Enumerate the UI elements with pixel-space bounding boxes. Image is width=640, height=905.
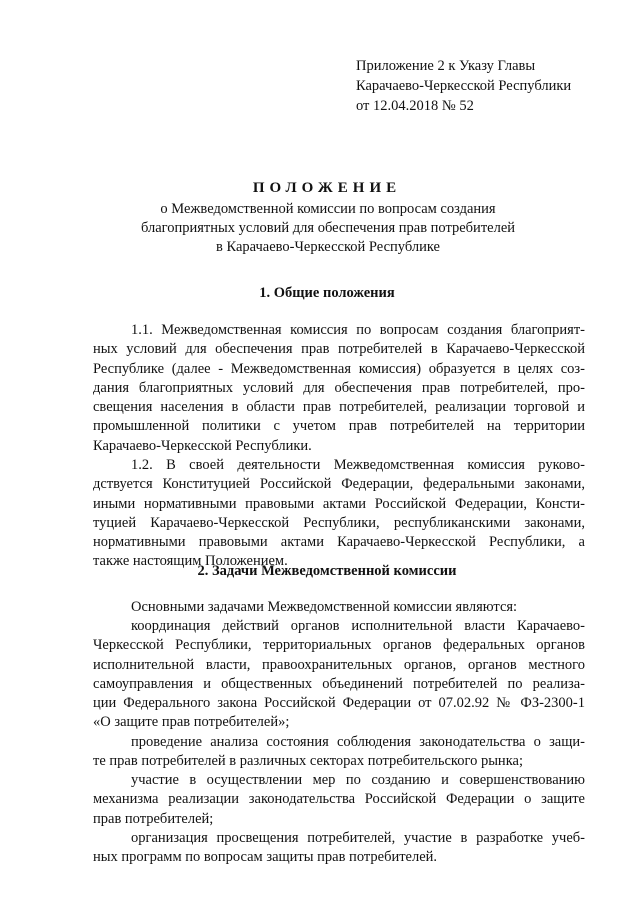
section-2-intro — [93, 598, 585, 617]
text-line: 1.1. Межведомственная комиссия по вопросам создания благоприят- — [131, 322, 585, 338]
text-line: те прав потребителей в различных секторах потребительского рынка; — [93, 753, 523, 770]
section-1-paragraph-2 — [93, 456, 585, 572]
appendix-line-2: Карачаево-Черкесской Республики — [356, 78, 572, 94]
text-line: прав потребителей; — [93, 810, 214, 827]
text-line: нормативными правовыми актами Карачаево-Черкесской Республики, а — [93, 534, 585, 551]
text-line: организация просвещения потребителей, участие в разработке учеб- — [131, 830, 585, 846]
document-subtitle — [0, 200, 640, 257]
text-line: промышленной политики с учетом прав потребителей на территории — [93, 418, 585, 435]
subtitle-line-3: в Карачаево-Черкесской Республике — [216, 239, 440, 255]
appendix-note — [356, 56, 571, 116]
text-line: «О защите прав потребителей»; — [93, 714, 290, 731]
section-2-item-2 — [93, 733, 585, 772]
text-line: исполнительной власти, правоохранительных органов, органов местного — [93, 656, 585, 673]
appendix-line-3: от 12.04.2018 № 52 — [356, 98, 474, 114]
section-2-item-3 — [93, 771, 585, 829]
text-line: 1.2. В своей деятельности Межведомственная комиссия руково- — [131, 457, 585, 473]
subtitle-line-2: благоприятных условий для обеспечения прав потребителей — [140, 220, 516, 236]
section-2-item-1 — [93, 617, 585, 733]
text-line: Черкесской Республики, территориальных органов федеральных органов — [93, 637, 585, 654]
text-line: Основными задачами Межведомственной комиссии являются: — [131, 599, 518, 615]
text-line: свещения населения в области прав потребителей, реализации торговой и — [93, 399, 585, 416]
text-line: самоуправления и общественных объединений потребителей по реализа- — [93, 675, 585, 692]
section-2-heading: 2. Задачи Межведомственной комиссии — [197, 563, 457, 579]
section-2-item-4 — [93, 829, 585, 868]
text-line: дания благоприятных условий для обеспечения прав потребителей, про- — [93, 379, 585, 396]
text-line: ции Федерального закона Российской Федерации от 07.02.92 № ФЗ-2300-1 — [93, 695, 585, 712]
text-line: Карачаево-Черкесской Республики. — [93, 437, 312, 454]
text-line: координация действий органов исполнительной власти Карачаево- — [131, 618, 585, 634]
subtitle-line-1: о Межведомственной комиссии по вопросам создания — [160, 201, 496, 217]
text-line: участие в осуществлении мер по созданию и совершенствованию — [131, 772, 585, 788]
text-line: иными нормативными правовыми актами Российской Федерации, Консти- — [93, 495, 585, 512]
section-1-paragraph-1 — [93, 321, 585, 456]
text-line: также настоящим Положением. — [93, 553, 288, 570]
text-line: дствуется Конституцией Российской Федерации, федеральными законами, — [93, 476, 585, 493]
text-line: проведение анализа состояния соблюдения законодательства о защи- — [131, 734, 585, 750]
text-line: ных программ по вопросам защиты прав потребителей. — [93, 849, 438, 866]
section-1-heading: 1. Общие положения — [259, 285, 395, 301]
text-line: ных условий для обеспечения прав потребителей в Карачаево-Черкесской — [93, 341, 585, 358]
text-line: Республике (далее - Межведомственная комиссия) образуется в целях соз- — [93, 360, 585, 377]
appendix-line-1: Приложение 2 к Указу Главы — [356, 58, 536, 74]
text-line: механизма реализации законодательства Российской Федерации о защите — [93, 791, 585, 808]
document-title: ПОЛОЖЕНИЕ — [252, 180, 402, 196]
text-line: туцией Карачаево-Черкесской Республики, республиканскими законами, — [93, 514, 585, 531]
